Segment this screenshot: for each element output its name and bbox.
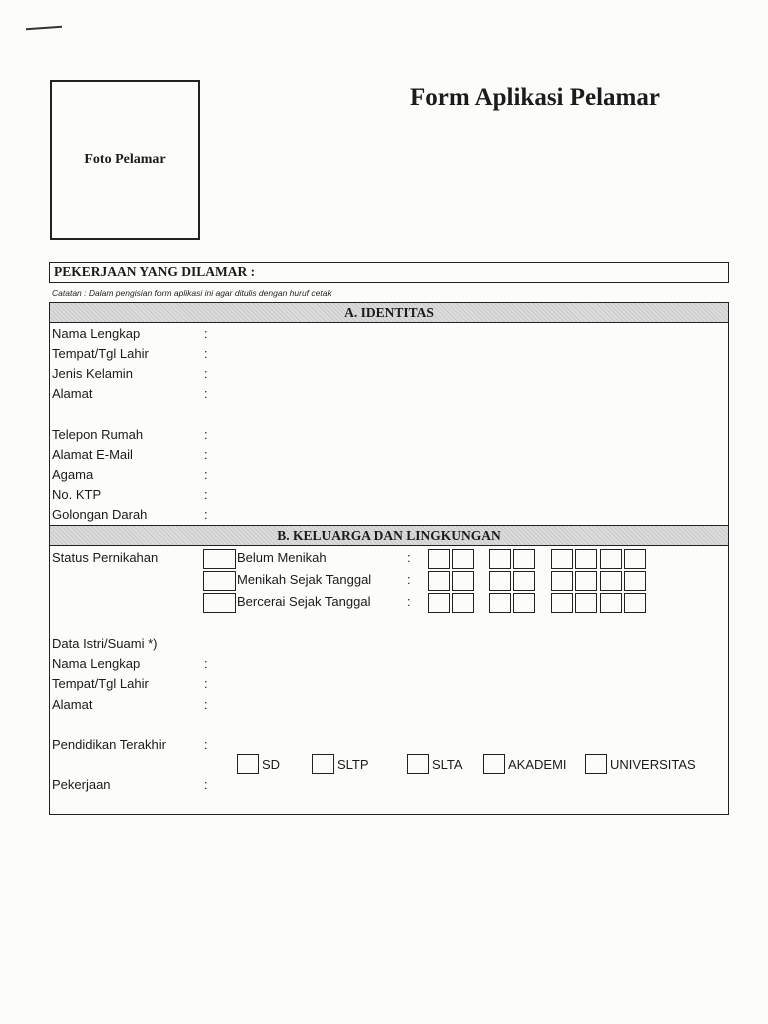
- date-digit-box[interactable]: [551, 549, 573, 569]
- field-label-alamat: Alamat: [52, 386, 93, 401]
- spouse-colon: :: [204, 676, 208, 691]
- field-colon: :: [204, 346, 208, 361]
- date-digit-box[interactable]: [575, 593, 597, 613]
- photo-box[interactable]: [50, 80, 200, 240]
- date-digit-box[interactable]: [513, 571, 535, 591]
- field-label-tempat-tgl-lahir: Tempat/Tgl Lahir: [52, 346, 149, 361]
- date-digit-box[interactable]: [452, 593, 474, 613]
- section-a-title: A. IDENTITAS: [344, 305, 434, 320]
- education-checkbox-sltp[interactable]: [312, 754, 334, 774]
- spouse-label-alamat: Alamat: [52, 697, 93, 712]
- field-label-alamat-e-mail: Alamat E-Mail: [52, 447, 133, 462]
- field-colon: :: [204, 427, 208, 442]
- education-label: Pendidikan Terakhir: [52, 737, 166, 752]
- section-a-header: [49, 302, 729, 323]
- occupation-label: Pekerjaan: [52, 777, 111, 792]
- education-label-sltp: SLTP: [337, 757, 369, 772]
- marital-checkbox[interactable]: [203, 571, 236, 591]
- field-colon: :: [204, 507, 208, 522]
- date-digit-box[interactable]: [452, 571, 474, 591]
- date-digit-box[interactable]: [489, 571, 511, 591]
- spouse-colon: :: [204, 656, 208, 671]
- marital-colon: :: [407, 572, 411, 587]
- date-digit-box[interactable]: [624, 549, 646, 569]
- field-colon: :: [204, 386, 208, 401]
- date-digit-box[interactable]: [452, 549, 474, 569]
- marital-colon: :: [407, 550, 411, 565]
- education-checkbox-slta[interactable]: [407, 754, 429, 774]
- education-label-universitas: UNIVERSITAS: [610, 757, 696, 772]
- field-colon: :: [204, 467, 208, 482]
- marital-option-label: Bercerai Sejak Tanggal: [237, 594, 371, 609]
- date-digit-box[interactable]: [575, 571, 597, 591]
- date-digit-box[interactable]: [600, 571, 622, 591]
- note-text: Catatan : Dalam pengisian form aplikasi ini agar ditulis dengan huruf cetak: [52, 288, 332, 298]
- date-digit-box[interactable]: [624, 571, 646, 591]
- corner-mark: [26, 26, 62, 31]
- photo-label: Foto Pelamar: [84, 152, 166, 167]
- date-digit-box[interactable]: [551, 593, 573, 613]
- date-digit-box[interactable]: [600, 549, 622, 569]
- marital-status-label: Status Pernikahan: [52, 550, 159, 565]
- field-label-golongan-darah: Golongan Darah: [52, 507, 148, 522]
- marital-colon: :: [407, 594, 411, 609]
- date-digit-box[interactable]: [428, 549, 450, 569]
- education-checkbox-sd[interactable]: [237, 754, 259, 774]
- date-digit-box[interactable]: [551, 571, 573, 591]
- marital-checkbox[interactable]: [203, 549, 236, 569]
- education-checkbox-akademi[interactable]: [483, 754, 505, 774]
- date-digit-box[interactable]: [624, 593, 646, 613]
- field-colon: :: [204, 447, 208, 462]
- date-digit-box[interactable]: [513, 593, 535, 613]
- spouse-colon: :: [204, 697, 208, 712]
- education-label-slta: SLTA: [432, 757, 463, 772]
- marital-checkbox[interactable]: [203, 593, 236, 613]
- job-applied-field[interactable]: [49, 262, 729, 283]
- date-digit-box[interactable]: [489, 593, 511, 613]
- form-title: Form Aplikasi Pelamar: [410, 84, 660, 111]
- field-label-no-ktp: No. KTP: [52, 487, 102, 502]
- section-b-header: [49, 525, 729, 546]
- date-digit-box[interactable]: [428, 571, 450, 591]
- date-digit-box[interactable]: [513, 549, 535, 569]
- field-label-jenis-kelamin: Jenis Kelamin: [52, 366, 133, 381]
- education-label-akademi: AKADEMI: [508, 757, 567, 772]
- date-digit-box[interactable]: [489, 549, 511, 569]
- date-digit-box[interactable]: [428, 593, 450, 613]
- section-b-title: B. KELUARGA DAN LINGKUNGAN: [277, 528, 501, 543]
- marital-option-label: Belum Menikah: [237, 550, 327, 565]
- field-colon: :: [204, 366, 208, 381]
- spouse-data-title: Data Istri/Suami *): [52, 636, 158, 651]
- marital-option-label: Menikah Sejak Tanggal: [237, 572, 372, 587]
- occupation-colon: :: [204, 777, 208, 792]
- field-label-telepon-rumah: Telepon Rumah: [52, 427, 144, 442]
- field-colon: :: [204, 487, 208, 502]
- field-label-agama: Agama: [52, 467, 94, 482]
- field-colon: :: [204, 326, 208, 341]
- education-checkbox-universitas[interactable]: [585, 754, 607, 774]
- date-digit-box[interactable]: [600, 593, 622, 613]
- date-digit-box[interactable]: [575, 549, 597, 569]
- education-label-sd: SD: [262, 757, 281, 772]
- education-colon: :: [204, 737, 208, 752]
- spouse-label-nama-lengkap: Nama Lengkap: [52, 656, 141, 671]
- field-label-nama-lengkap: Nama Lengkap: [52, 326, 141, 341]
- job-applied-label: PEKERJAAN YANG DILAMAR :: [54, 264, 256, 279]
- spouse-label-tempat-tgl-lahir: Tempat/Tgl Lahir: [52, 676, 149, 691]
